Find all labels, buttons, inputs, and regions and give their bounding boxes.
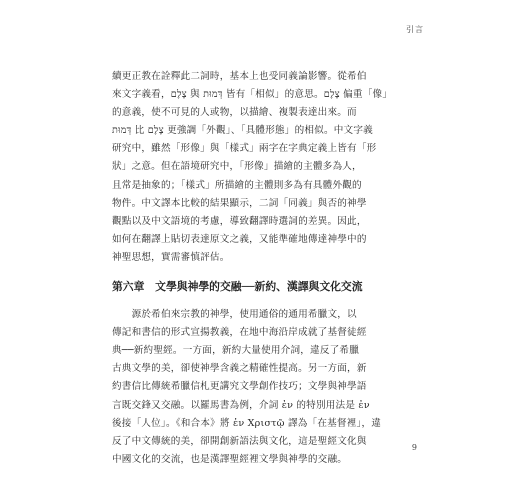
text-line: 來文字義看，צֶלֶם 與 דְּמוּת 皆有「相似」的意思。צֶלֶם 偏重「像」: [112, 89, 393, 101]
text-line: 狀」之意。但在語境研究中，「形像」描繪的主體多為人，: [112, 161, 362, 173]
text-line: 物件。中文譯本比較的結果顯示，二詞「同義」與否的神學: [112, 197, 367, 209]
text-line: 約書信比傳統希臘信札更講究文學創作技巧；文學與神學語: [112, 381, 367, 393]
text-line: 且常是抽象的；「樣式」所描繪的主體則多為有具體外觀的: [112, 179, 362, 191]
text-line: 觀點以及中文語境的考慮，導致翻譯時選詞的差異。因此，: [112, 215, 367, 227]
text-line: 的意義，使不可見的人或物，以描繪、複製表達出來。而: [112, 107, 357, 119]
text-line: 如何在翻譯上貼切表達原文之義，又能準確地傳達神學中的: [112, 233, 367, 245]
text-line: 後接「人位」。《和合本》將 ἐν Χριστῷ 譯為「在基督裡」，違: [112, 417, 382, 429]
chapter-heading: 第六章 文學與神學的交融──新約、漢譯與文化交流: [112, 280, 363, 294]
text-line: דְּמוּת 比 צֶלֶם 更強調「外觀」、「具體形態」的相似。中文字義: [112, 125, 373, 137]
paragraph-hebrew-terms: [112, 68, 412, 267]
paragraph-new-testament: [112, 306, 412, 469]
text-line: 典──新約聖經。一方面，新約大量使用介詞，違反了希臘: [112, 345, 360, 357]
text-line: 神聖思想，實需審慎評估。: [112, 251, 230, 263]
body-text: [112, 68, 412, 469]
text-line: 續更正教在詮釋此二詞時，基本上也受同義論影響。從希伯: [112, 71, 367, 82]
text-line: 傳記和書信的形式宣揚教義，在地中海沿岸成就了基督徒經: [112, 327, 367, 339]
text-line: 研究中，雖然「形像」與「樣式」兩字在字典定義上皆有「形: [112, 143, 377, 155]
text-line: 言既交鋒又交融。以羅馬書為例，介詞 ἐν 的特別用法是 ἐν: [112, 399, 370, 411]
text-line: 古典文學的美，卻使神學含義之精確性提高。另一方面，新: [112, 363, 367, 375]
running-head: 引言: [406, 25, 424, 34]
text-line: 中國文化的交流，也是漢譯聖經裡文學與神學的交融。: [112, 453, 348, 465]
text-line: 反了中文傳統的美，卻開創新語法與文化，這是聖經文化與: [112, 435, 367, 447]
text-line: 源於希伯來宗教的神學，使用通俗的通用希臘文，以: [112, 309, 357, 321]
page-number: 9: [411, 443, 417, 452]
